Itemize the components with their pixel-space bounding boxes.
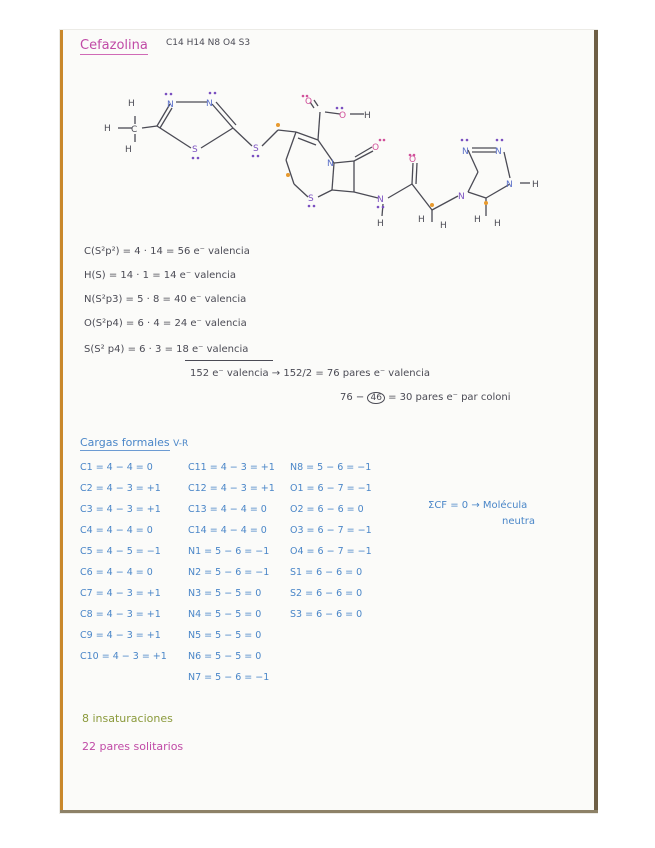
atom-label: N <box>506 180 513 190</box>
valence-line-hydrogen: H(S) = 14 · 1 = 14 e⁻ valencia <box>84 270 236 281</box>
unsaturations-note: 8 insaturaciones <box>82 712 173 725</box>
formal-charge-entry: C14 = 4 − 4 = 0 <box>188 525 267 536</box>
structure-bonds <box>118 100 530 222</box>
formal-charge-entry: N3 = 5 − 5 = 0 <box>188 588 262 599</box>
formal-charge-entry: N4 = 5 − 5 = 0 <box>188 609 262 620</box>
atom-label: O <box>305 97 313 107</box>
atom-label: S <box>192 145 198 155</box>
molecular-formula: C14 H14 N8 O4 S3 <box>166 38 251 48</box>
atom-label: N <box>327 159 334 169</box>
atom-label: N <box>206 99 213 109</box>
formal-charge-entry: C2 = 4 − 3 = +1 <box>80 483 161 494</box>
formal-charge-entry: C9 = 4 − 3 = +1 <box>80 630 161 641</box>
formal-charge-entry: S3 = 6 − 6 = 0 <box>290 609 363 620</box>
formal-charge-entry: O4 = 6 − 7 = −1 <box>290 546 372 557</box>
sum-underline <box>185 360 273 361</box>
formal-charge-entry: N5 = 5 − 5 = 0 <box>188 630 262 641</box>
formal-charge-entry: N8 = 5 − 6 = −1 <box>290 462 372 473</box>
electron-pairs-line: 76 − 46 = 30 pares e⁻ par coloni <box>340 392 511 403</box>
formal-charge-summary: ΣCF = 0 → Molécula <box>428 500 528 511</box>
compound-title: Cefazolina <box>80 38 148 53</box>
formal-charges-heading: Cargas formales V-R <box>80 436 189 449</box>
valence-line-sulfur: S(S² p4) = 6 · 3 = 18 e⁻ valencia <box>84 344 249 355</box>
atom-label: H <box>494 219 501 229</box>
atom-label: N <box>377 195 384 205</box>
atom-label: H <box>418 215 425 225</box>
valence-line-oxygen: O(S²p4) = 6 · 4 = 24 e⁻ valencia <box>84 318 247 329</box>
formal-charge-entry: O3 = 6 − 7 = −1 <box>290 525 372 536</box>
atom-label: S <box>308 194 314 204</box>
formal-charge-entry: C7 = 4 − 3 = +1 <box>80 588 161 599</box>
page-edge-bottom <box>60 810 598 813</box>
formal-charge-entry: N7 = 5 − 6 = −1 <box>188 672 270 683</box>
formal-charge-entry: C12 = 4 − 3 = +1 <box>188 483 275 494</box>
formal-charge-entry: S1 = 6 − 6 = 0 <box>290 567 363 578</box>
atom-label: H <box>532 180 539 190</box>
atom-label: N <box>462 147 469 157</box>
formal-charge-entry: N6 = 5 − 5 = 0 <box>188 651 262 662</box>
atom-label: O <box>409 155 417 165</box>
formal-charge-entry: C4 = 4 − 4 = 0 <box>80 525 153 536</box>
formal-charge-summary-neutral: neutra <box>502 516 535 527</box>
valence-line-nitrogen: N(S²p3) = 5 · 8 = 40 e⁻ valencia <box>84 294 247 305</box>
atom-label: H <box>377 219 384 229</box>
atom-label: H <box>440 221 447 231</box>
formal-charge-entry: C13 = 4 − 4 = 0 <box>188 504 267 515</box>
formal-charge-entry: C10 = 4 − 3 = +1 <box>80 651 167 662</box>
formal-charge-entry: O2 = 6 − 6 = 0 <box>290 504 364 515</box>
atom-label: N <box>167 100 174 110</box>
atom-label: O <box>339 111 347 121</box>
lone-pairs-note: 22 pares solitarios <box>82 740 184 753</box>
formal-charge-entry: N2 = 5 − 6 = −1 <box>188 567 270 578</box>
atom-label: H <box>128 99 135 109</box>
lewis-structure-diagram <box>0 0 655 250</box>
formal-charge-entry: N1 = 5 − 6 = −1 <box>188 546 270 557</box>
atom-label: H <box>364 111 371 121</box>
formal-charge-entry: C11 = 4 − 3 = +1 <box>188 462 275 473</box>
valence-line-carbon: C(S²p²) = 4 · 14 = 56 e⁻ valencia <box>84 246 250 257</box>
atom-label: H <box>125 145 132 155</box>
valence-total: 152 e⁻ valencia → 152/2 = 76 pares e⁻ valencia <box>190 368 431 379</box>
formal-charge-entry: C3 = 4 − 3 = +1 <box>80 504 161 515</box>
circled-pairs-value: 46 <box>367 392 384 404</box>
formal-charge-entry: C8 = 4 − 3 = +1 <box>80 609 161 620</box>
atom-label: O <box>372 143 380 153</box>
atom-label: H <box>474 215 481 225</box>
atom-label: S <box>253 144 259 154</box>
formal-charge-entry: C6 = 4 − 4 = 0 <box>80 567 153 578</box>
atom-label: C <box>131 125 138 135</box>
atom-label: H <box>104 124 111 134</box>
formal-charge-entry: C1 = 4 − 4 = 0 <box>80 462 153 473</box>
formal-charge-entry: C5 = 4 − 5 = −1 <box>80 546 161 557</box>
formal-charge-entry: O1 = 6 − 7 = −1 <box>290 483 372 494</box>
atom-label: N <box>495 147 502 157</box>
atom-label: N <box>458 192 465 202</box>
formal-charge-entry: S2 = 6 − 6 = 0 <box>290 588 363 599</box>
